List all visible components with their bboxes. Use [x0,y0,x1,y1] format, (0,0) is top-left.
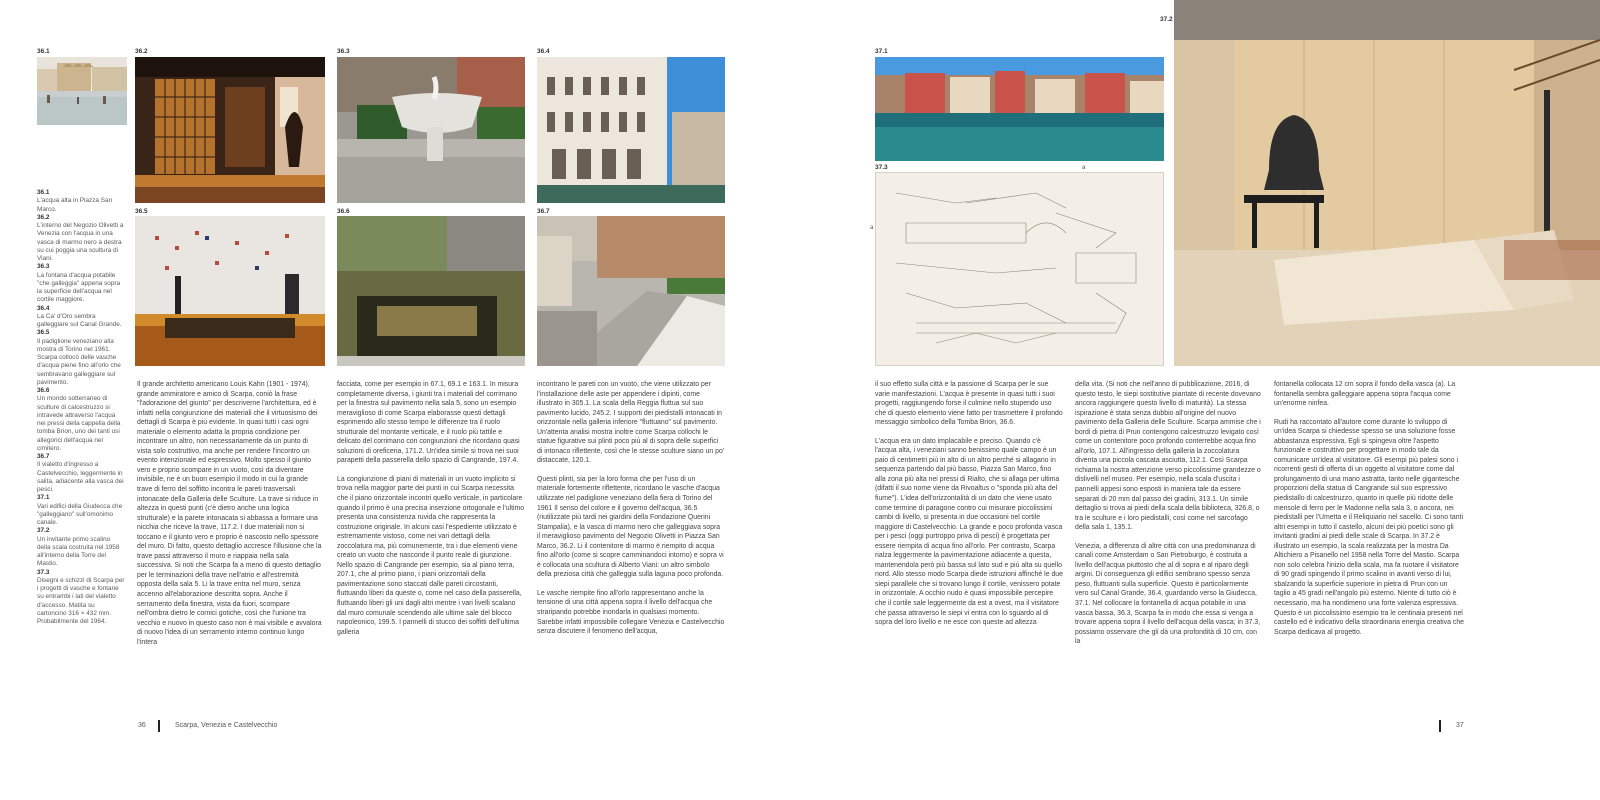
body-column-4 [875,380,1063,637]
caption-37-1: 37.1 Vari edifici della Giudecca che "galleggiano" sull'omonimo canale. [37,494,123,526]
caption-36-6: 36.6 Un mondo sotterraneo di sculture di calcestruzzo si intravede attraverso l'acqua nei pressi della cappella della tomba Brion, uno dei tanti usi allegorici dell'acqua nel cimitero. [37,387,121,452]
caption-column [37,189,125,626]
figure-label-36-6: 36.6 [337,208,350,215]
paragraph: incontrano le pareti con un vuoto, che viene utilizzato per l'installazione delle aste per appendere i dipinti, come illustrato in 305.1. La scala della Reggia fluttua sul suo pavimento lucido, 245.2. I supporti dei piedistalli intonacati in orizzontale nella galleria inferiore "fluttuano" sul pavimento. Un'attenta analisi mostra inoltre come Scarpa collochi le statue figurative sui plinti poco più al di sopra delle superfici di intonaco riflettente, così che le stesse sculture siano un po' distaccate, 120.1. [537,381,725,465]
body-column-2 [337,380,525,646]
photo-brion-water [337,216,525,366]
figure-label-36-5: 36.5 [135,208,148,215]
sketch-drawing [875,172,1164,366]
figure-label-36-1: 36.1 [37,48,50,55]
paragraph: facciata, come per esempio in 67.1, 69.1 e 163.1. In misura completamente diversa, i giunti tra i materiali del corrimano per la finestra sul pavimento nella sala 5, sono un esempio meraviglioso di come Scarpa elaborasse questi dettagli esprimendo allo stesso tempo le differenze tra il ruolo strutturale del montante verticale, e il ruolo più tattile e delicato del corrimano con congiunzioni che ricordano quasi soluzioni di oreficeria, 171.2. Un'idea simile si trova nei suoi parapetti della passerella dello spazio di Cangrande, 197.4. [337,381,520,465]
figure-label-36-7: 36.7 [537,208,550,215]
footer-rule-right [1439,720,1441,732]
paragraph: Questi plinti, sia per la loro forma che per l'uso di un materiale fortemente riflettente, ricordano le vasche d'acqua utilizzate nel padiglione veneziano della fiera di Torino del 1961 Il senso del colore e il governo dell'acqua, 36.5 (riutilizzate più tardi nei giardini della Fondazione Querini Stampalia), e la vasca di marmo nero che galleggiava sopra il meraviglioso pavimento del Negozio Olivetti in Piazza San Marco, 36.2. Li il contenitore di marmo è riempito di acqua fino all'orlo (come si scopre camminandoci intorno) e sopra vi è collocata una scultura di Alberto Viani: un altro simbolo della preziosa città che galleggia sulla laguna poco profonda. [537,475,724,579]
paragraph: La congiunzione di piani di materiali in un vuoto implicito si trova nella maggior parte dei punti in cui Scarpa necessita che il piano orizzontale incontri quello verticale, in particolare quando il primo è una precisa inserzione ortogonale e l'ultimo presenta una consistenza ruvida che rappresenta la costruzione originale. In alcuni casi l'espediente utilizzato è estremamente vistoso, come nei vari dettagli della zoccolatura ma, più comunemente, tra i due elementi viene creato un vuoto che nasconde il punto reale di giunzione. Nello spazio di Cangrande per esempio, sia al piano terra, 207.1, che al primo piano, i piani orizzontali della pavimentazione sono staccati dalle pareti circostanti, fluttuando liberi da queste o, come nel caso della passerella, fluttuando liberi gli uni dagli altri mentre i vari livelli scalano dal muro comunale scendendo alle ultime sale del blocco napoleonico, 199.5. I pannelli di stucco dei soffitti dell'ultima galleria [337,475,525,636]
page-number-right: 37 [1456,722,1464,729]
caption-36-7: 36.7 Il vialetto d'ingresso a Castelvecchio, leggermente in salita, adiacente alla vasca dei pesci. [37,453,124,493]
photo-negozio-olivetti [135,57,325,203]
photo-castelvecchio-path [537,216,725,366]
caption-36-3: 36.3 La fontana d'acqua potabile "che galleggia" appena sopra la superficie dell'acqua nel cortile maggiore. [37,263,121,304]
photo-torino-pavilion [135,216,325,366]
caption-37-2: 37.2 Un invitante primo scalino della scala costruita nel 1958 all'interno della Torre del Mastio. [37,527,120,568]
annotation-mark-a-top: a [1082,165,1086,171]
paragraph: L'acqua era un dato implacabile e preciso. Quando c'è l'acqua alta, i veneziani sanno benissimo quale campo è un paio di centimetri più in alto di un altro perché si allagano in sequenza partendo dal più basso, Piazza San Marco, fino alla zona più alta nei pressi di Rialto, che si allaga per ultima (difatti il suo nome viene da Rivoaltus o "sponda più alta del fiume"). L'idea dell'orizzontalità di un dato che viene usato come termine di paragone contro cui misurare piccolissimi cambi di livello, si presenta in due occasioni nel cortile maggiore di Castelvecchio. La grande e poco profonda vasca per i pesci (oggi purtroppo priva di pesci) è progettata per essere riempita di acqua fino all'orlo. Per contrasto, Scarpa rialza leggermente la pavimentazione adiacente a questa, mantenendola però più bassa sul lato sud e più alta su quello nord. Allo stesso modo Scarpa diede istruzioni affinché le due siepi parallele che si trovano lungo il cortile, venissero potate in orizzontale. A occhio nudo è quasi impossibile percepire che il cortile sale leggermente da est a ovest, ma il visitatore che passa attraverso le siepi vi entra con lo sguardo al di sopra del loro livello e ne esce con queste ad altezza [875,437,1063,627]
footer-rule-left [158,720,160,732]
body-column-5 [1075,380,1263,656]
caption-36-2: 36.2 L'interno del Negozio Olivetti a Venezia con l'acqua in una vasca di marmo nero a destra su cui poggia una scultura di Viani. [37,213,124,262]
paragraph: fontanella collocata 12 cm sopra il fondo della vasca (a). La fontanella sembra galleggiare appena sopra l'acqua come un'enorme ninfea. [1274,381,1456,408]
figure-label-37-2: 37.2 [1160,16,1173,23]
annotation-mark-a-left: a [870,225,874,231]
paragraph: della vita. (Si noti che nell'anno di pubblicazione, 2016, di questo testo, le siepi sostitutive piantate di recente dovevano ancora raggiungere questo livello di maturità). La stessa ispirazione è stata senza dubbio all'origine del nuovo pavimento della Galleria delle Sculture. Scarpa ammise che i bordi di pietra di Prun contengono calcestruzzo levigato così come un contenitore poco profondo conterrebbe acqua fino all'orlo, 107.1. All'ingresso della galleria la zoccolatura diventa una piccola cascata asciutta, 112.1. Così Scarpa richiama la nostra attenzione verso piccolissime grandezze o dislivelli nel museo. Per esempio, nella scala d'uscita i pannelli appesi sono esposti in maniera tale da essere separati di 20 mm dal passo dei gradini, 313.1. Un simile dettaglio si trova ai piedi della scala della biblioteca, 326.8, o tra le sculture e i loro piedistalli, così come nel sarcofago della sala 1, 135.1. [1075,381,1261,532]
body-column-3 [537,380,725,646]
running-title: Scarpa, Venezia e Castelvecchio [175,722,278,729]
paragraph: il suo effetto sulla città e la passione di Scarpa per le sue varie manifestazioni. L'acqua è presente in quasi tutti i suoi progetti, raggiungendo forse il culmine nello stupendo uso che di questo elemento viene fatto per trasmettere il profondo messaggio simbolico della Tomba Brion, 36.6. [875,381,1063,427]
paragraph: Le vasche riempite fino all'orlo rappresentano anche la tensione di una città appena sopra il livello dell'acqua che straripando potrebbe inondarla in qualsiasi momento. Sarebbe infatti impossibile collegare Venezia e Castelvecchio senza discutere il fenomeno dell'acqua, [537,589,725,636]
page-number-left: 36 [138,722,146,729]
caption-36-4: 36.4 La Ca' d'Oro sembra galleggiare sul Canal Grande. [37,304,122,328]
figure-label-36-4: 36.4 [537,48,550,55]
paragraph: Il grande architetto americano Louis Kahn (1901 - 1974), grande ammiratore e amico di Scarpa, coniò la frase "l'adorazione del giunto" per descriverne l'architettura, ed è infatti nella congiunzione dei materiali che il virtuosismo dei dettagli di Scarpa è più evidente. In quasi tutti i casi ogni materiale o elemento adatta la propria condizione per incontrare un altro, non necessariamente da un punto di vista solo costruttivo, ma anche per rendere l'incontro un evento intenzionale ed espressivo. Molto spesso il giunto vero e proprio scompare in un vuoto, così da diventare invisibile, ne è un buon esempio il modo in cui la grande trave di ferro del soffitto incontra le pareti trasversali intonacate della Galleria delle Sculture. La trave si riduce in altezza in questi punti (c'è dietro anche una logica strutturale) e la parete intonacata si abbassa a formare una nicchia che riceve la trave, 117.2. I due materiali non si toccano e il giunto vero e proprio è nascosto nello spessore del muro. Di fatto, questo dettaglio accresce l'illusione che la trave passi attraverso il muro e riappaia nella sala successiva. Si noti che Scarpa fa a meno di questo dettaglio per le terminazioni della trave nell'atrio e all'estremità opposta della sala 5. Li la trave entra nel muro, senza accenno all'elaborazione descritta sopra. Anche il serramento della finestra, vista da fuori, scompare nell'ombra dietro le cornici gotiche, così che l'unione tra vecchio e nuovo in questo caso non è mai visibile e avvalora di nuovo l'idea di un serramento interno continuo lungo l'intera [137,381,322,646]
photo-piazza-san-marco [37,57,127,125]
figure-label-36-2: 36.2 [135,48,148,55]
caption-36-5: 36.5 Il padiglione veneziano alla mostra di Torino nel 1961. Scarpa collocò delle vasche d'acqua piene fino all'orlo che sembravano galleggiare sul pavimento. [37,329,121,386]
photo-ca-doro [537,57,725,203]
photo-mastio-stair-bell [1174,0,1600,366]
figure-label-36-3: 36.3 [337,48,350,55]
figure-label-37-3: 37.3 [875,164,888,171]
body-column-1 [137,380,323,656]
paragraph: Venezia, a differenza di altre città con una predominanza di canali come Amsterdam o San Pietroburgo, è costruita a livello dell'acqua piuttosto che al di sopra e al riparo degli argini. Di conseguenza gli edifici sembrano spesso senza peso, fluttuanti sulla superficie. Questo è particolarmente vero sul Canal Grande, 36.4, guardando verso la Giudecca, 37.1. Nel collocare la fontanella di acqua potabile in una vasca bassa, 36.3, Scarpa fa in modo che essa si venga a trovare appena sopra il livello dell'acqua della vasca; in 37.3, possiamo osservare che gli dà una profondità di 10 cm, con la [1075,542,1261,646]
figure-label-37-1: 37.1 [875,48,888,55]
photo-giudecca [875,57,1164,161]
caption-37-3: 37.3 Disegni e schizzi di Scarpa per i progetti di vasche e fontane su entrambi i lati del vialetto d'accesso. Matita su cartoncino 316 × 432 mm. Probabilmente del 1964. [37,568,125,625]
photo-fountain-courtyard [337,57,525,203]
body-column-6 [1274,380,1464,646]
caption-36-1: 36.1 L'acqua alta in Piazza San Marco. [37,189,113,213]
paragraph: Rudi ha raccontato all'autore come durante lo sviluppo di un'idea Scarpa si chiedesse spesso se una soluzione fosse abbastanza espressiva. Egli si spingeva oltre l'aspetto funzionale e costruttivo per progettare in modo tale da comunicare un'idea al visitatore. Gli esempi più palesi sono i ricorrenti gesti di offerta di un oggetto al visitatore come dal prolungamento di una mano astratta, tanto nelle gigantesche proporzioni della statua di Cangrande sul suo espressivo piedistallo di calcestruzzo, quanto in quelle più ridotte delle mensole di ferro per le Madonne nella sala 3, o ancora, nei piedistalli per l'Umetta e il Reliquiario nel sacello. Ci sono tanti altri esempi in tutto il castello, alcuni dei più poetici sono gli invitanti gradini ai piedi delle scale di Scarpa. In 37.2 è illustrato un esempio, la scala realizzata per la mostra Da Altichiero a Pisanello nel 1958 nella Torre del Mastio. Scarpa non solo celebra l'inizio della scala, ma fa ruotare il visitatore di 90 gradi spingendo il primo scalino in avanti verso di lui, sbalzando la superficie superiore in pietra di Prun con un taglio a 45 gradi nell'angolo più esterno. Niente di tutto ciò è necessario, ma ha nondimeno una forte valenza espressiva. Questo è un piccolissimo esempio tra le centinaia presenti nel castello ed è indicativo della straordinaria energia creativa che Scarpa dedicava al progetto. [1274,418,1464,636]
